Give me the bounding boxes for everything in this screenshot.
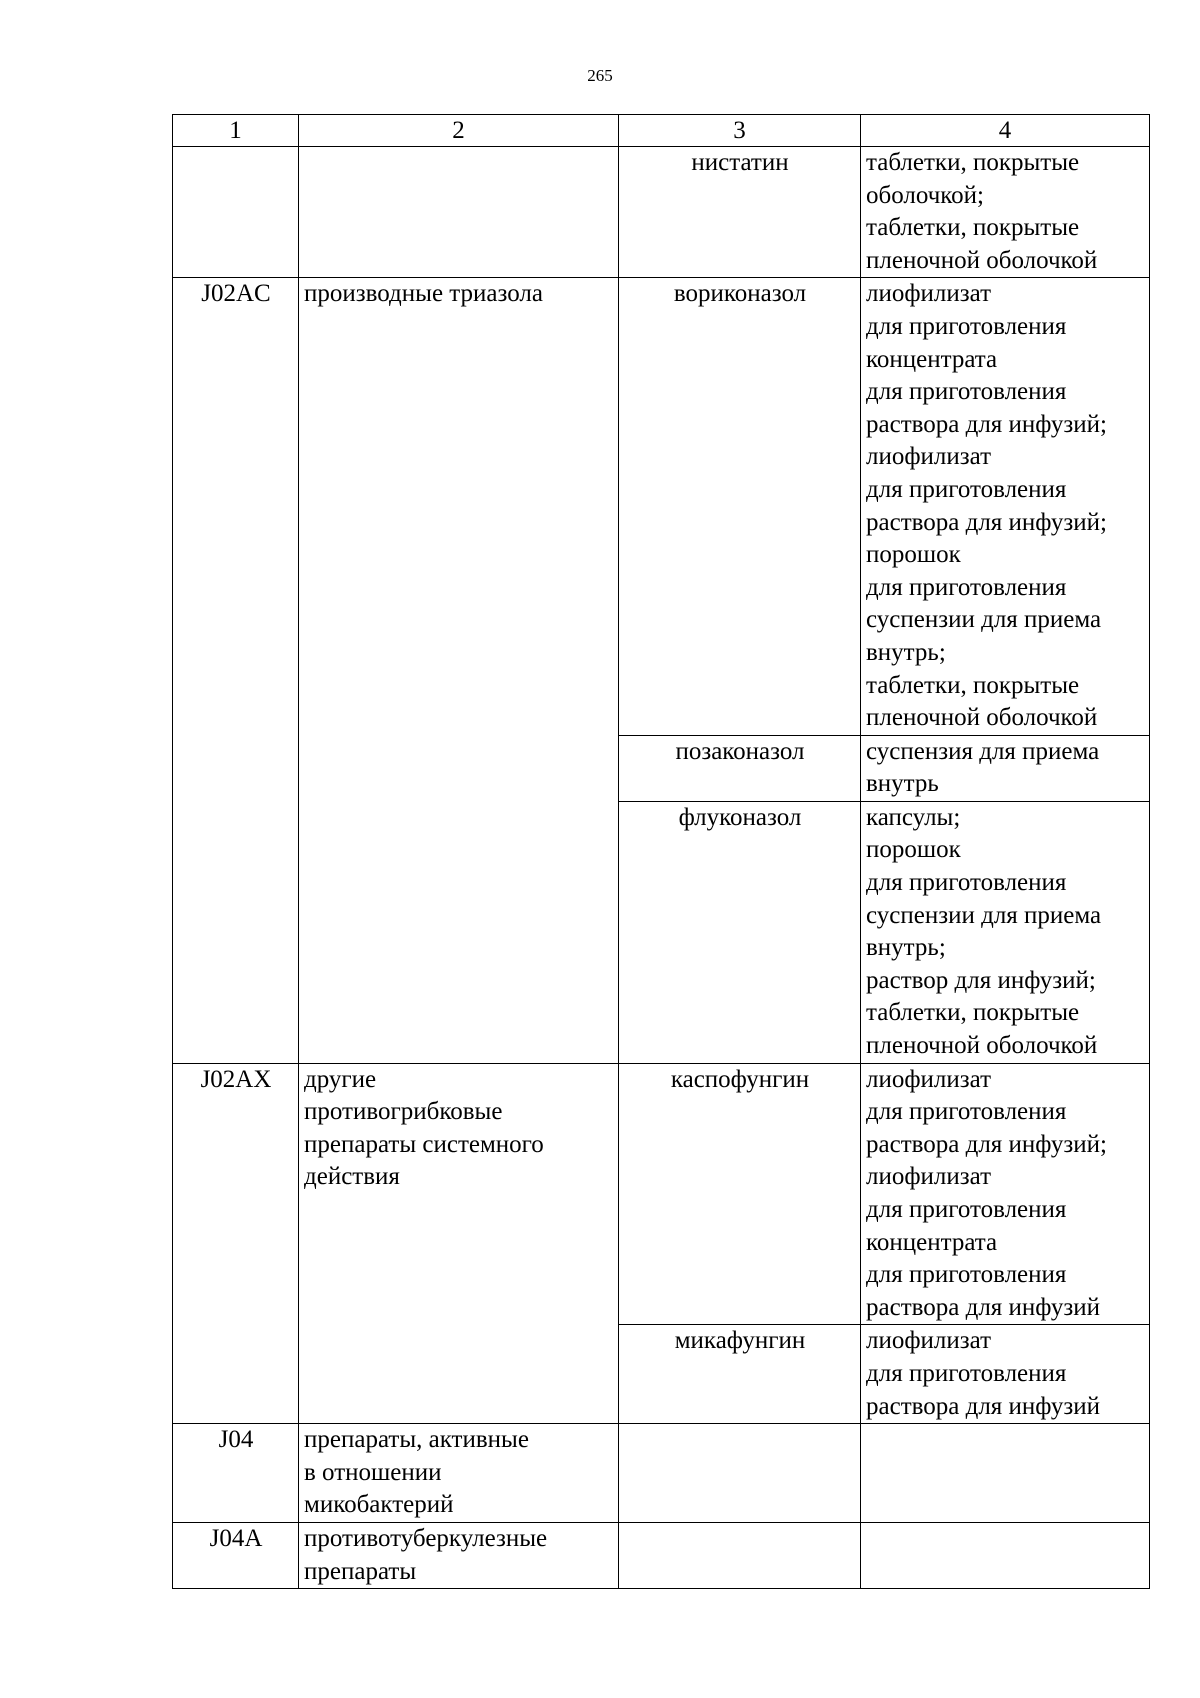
group-name-line: препараты, активные	[304, 1426, 529, 1454]
dosage-form-line: для приготовления	[866, 312, 1067, 340]
dosage-form-line: для приготовления	[866, 1196, 1067, 1223]
dosage-form-line: оболочкой;	[866, 181, 984, 209]
dosage-form-line: таблетки, покрытые	[866, 149, 1080, 176]
page-number: 265	[587, 66, 613, 85]
group-name-line: противотуберкулезные	[304, 1524, 548, 1552]
dosage-form-line: для приготовления	[866, 475, 1067, 503]
drug-name-cell	[619, 1522, 861, 1588]
group-name-cell	[299, 1522, 619, 1588]
dosage-form-line: концентрата	[866, 1228, 998, 1256]
table-row	[173, 1522, 1150, 1588]
header-row	[173, 115, 1150, 147]
drug-name-cell	[619, 1424, 861, 1523]
atc-code-cell: J02AX	[173, 1063, 299, 1424]
group-name-cell	[299, 147, 619, 278]
dosage-form-line: раствора для инфузий;	[866, 508, 1107, 536]
dosage-form-line: внутрь	[866, 770, 939, 798]
atc-code-cell: J02AC	[173, 278, 299, 1063]
dosage-form-line: раствор для инфузий;	[866, 966, 1096, 994]
dosage-form-line: суспензии для приема	[866, 606, 1102, 634]
dosage-form-line: таблетки, покрытые	[866, 671, 1080, 699]
table-body	[173, 115, 1150, 1589]
dosage-form-line: раствора для инфузий;	[866, 410, 1107, 438]
dosage-form-line: таблетки, покрытые	[866, 999, 1080, 1027]
atc-code-cell: J04A	[173, 1522, 299, 1588]
header-cell-3: 3	[619, 115, 861, 147]
group-name-line: другие	[304, 1065, 377, 1093]
code-cell	[173, 147, 299, 278]
dosage-form-line: для приготовления	[866, 869, 1067, 897]
group-name-line: противогрибковые	[304, 1098, 503, 1126]
dosage-form-line: раствора для инфузий	[866, 1293, 1101, 1321]
drug-table	[172, 114, 1150, 1589]
table-row	[173, 278, 1150, 735]
dosage-form-line: лиофилизат	[866, 1163, 992, 1191]
dosage-form-line: порошок	[866, 836, 961, 864]
group-name-line: препараты	[304, 1557, 417, 1585]
dosage-form-line: суспензия для приема	[866, 737, 1100, 765]
dosage-form-line: суспензии для приема	[866, 901, 1102, 929]
drug-name-cell: нистатин	[619, 147, 861, 278]
dosage-form-line: для приготовления	[866, 1359, 1067, 1387]
drug-name-cell: позаконазол	[619, 735, 861, 801]
header-cell-2: 2	[299, 115, 619, 147]
group-name-line: препараты системного	[304, 1130, 544, 1158]
dosage-form-cell	[861, 147, 1150, 278]
dosage-form-line: лиофилизат	[866, 1065, 992, 1093]
group-name-line: действия	[304, 1163, 400, 1191]
dosage-form-line: таблетки, покрытые	[866, 214, 1080, 242]
header-cell-1: 1	[173, 115, 299, 147]
group-name-cell	[299, 278, 619, 1063]
group-name-cell	[299, 1424, 619, 1523]
drug-name-cell: каспофунгин	[619, 1063, 861, 1325]
dosage-form-line: лиофилизат	[866, 1327, 992, 1355]
dosage-form-line: раствора для инфузий;	[866, 1130, 1107, 1158]
dosage-form-line: лиофилизат	[866, 280, 992, 308]
group-name-cell	[299, 1063, 619, 1424]
table-row	[173, 1063, 1150, 1325]
dosage-form-line: для приготовления	[866, 378, 1067, 406]
dosage-form-line: порошок	[866, 541, 961, 569]
header-cell-4: 4	[861, 115, 1150, 147]
drug-name-cell: вориконазол	[619, 278, 861, 735]
dosage-form-cell	[861, 1522, 1150, 1588]
dosage-form-line: концентрата	[866, 345, 998, 373]
dosage-form-line: пленочной оболочкой	[866, 1032, 1098, 1060]
dosage-form-line: пленочной оболочкой	[866, 704, 1098, 732]
atc-code-cell: J04	[173, 1424, 299, 1523]
dosage-form-cell	[861, 735, 1150, 801]
dosage-form-cell	[861, 1325, 1150, 1424]
dosage-form-line: для приготовления	[866, 573, 1067, 601]
dosage-form-line: раствора для инфузий	[866, 1392, 1101, 1420]
dosage-form-line: лиофилизат	[866, 443, 992, 471]
dosage-form-cell	[861, 1424, 1150, 1523]
group-name-line: в отношении	[304, 1458, 442, 1486]
dosage-form-line: для приготовления	[866, 1098, 1067, 1126]
dosage-form-cell	[861, 278, 1150, 735]
dosage-form-cell	[861, 1063, 1150, 1325]
dosage-form-cell	[861, 801, 1150, 1063]
table-row	[173, 147, 1150, 278]
dosage-form-line: капсулы;	[866, 803, 961, 831]
group-name-line: производные триазола	[304, 280, 543, 308]
dosage-form-line: для приготовления	[866, 1261, 1067, 1289]
table-row	[173, 1424, 1150, 1523]
drug-name-cell: флуконазол	[619, 801, 861, 1063]
dosage-form-line: внутрь;	[866, 934, 946, 962]
group-name-line: микобактерий	[304, 1491, 454, 1519]
dosage-form-line: пленочной оболочкой	[866, 246, 1098, 274]
drug-name-cell: микафунгин	[619, 1325, 861, 1424]
dosage-form-line: внутрь;	[866, 638, 946, 666]
